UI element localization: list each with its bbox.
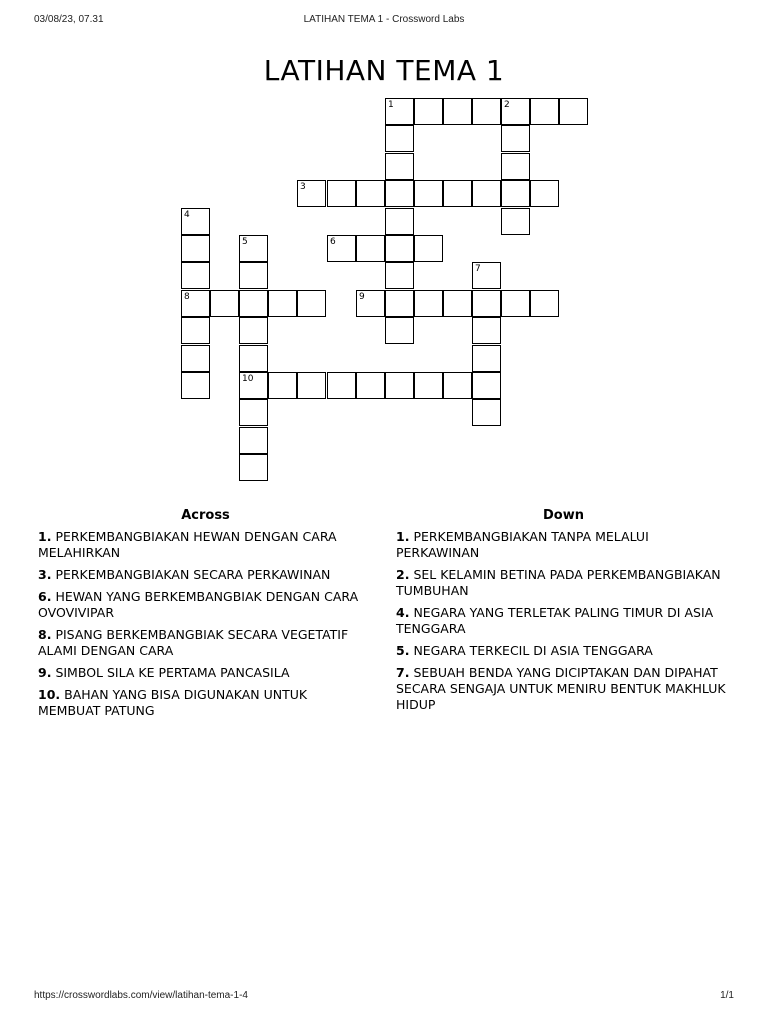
crossword-cell[interactable]: [356, 372, 385, 399]
crossword-cell[interactable]: [385, 235, 414, 262]
crossword-cell[interactable]: [414, 235, 443, 262]
crossword-cell[interactable]: [414, 180, 443, 207]
crossword-cell[interactable]: [181, 317, 210, 344]
crossword-cell[interactable]: [181, 262, 210, 289]
page-url: https://crosswordlabs.com/view/latihan-tema-1-4: [34, 990, 248, 1001]
crossword-cell[interactable]: [501, 98, 530, 125]
down-clues: [396, 508, 731, 719]
cell-number: 8: [184, 292, 190, 302]
crossword-cell[interactable]: [472, 98, 501, 125]
clue-number: 5.: [396, 643, 410, 658]
crossword-cell[interactable]: [385, 180, 414, 207]
clue-text: PERKEMBANGBIAKAN TANPA MELALUI PERKAWINAN: [396, 529, 649, 560]
crossword-cell[interactable]: [559, 98, 588, 125]
crossword-cell[interactable]: [239, 427, 268, 454]
cell-number: 3: [300, 182, 306, 192]
crossword-cell[interactable]: [385, 153, 414, 180]
down-clue: [396, 665, 731, 713]
crossword-cell[interactable]: [239, 235, 268, 262]
crossword-cell[interactable]: [327, 235, 356, 262]
crossword-cell[interactable]: [501, 208, 530, 235]
clue-number: 10.: [38, 687, 61, 702]
across-clue: [38, 589, 373, 621]
crossword-cell[interactable]: [239, 372, 268, 399]
crossword-cell[interactable]: [414, 372, 443, 399]
clue-text: NEGARA TERKECIL DI ASIA TENGGARA: [413, 643, 653, 658]
crossword-cell[interactable]: [239, 345, 268, 372]
clue-text: PERKEMBANGBIAKAN SECARA PERKAWINAN: [55, 567, 331, 582]
crossword-cell[interactable]: [414, 98, 443, 125]
clue-text: SEL KELAMIN BETINA PADA PERKEMBANGBIAKAN TUMBUHAN: [396, 567, 721, 598]
crossword-cell[interactable]: [414, 290, 443, 317]
crossword-cell[interactable]: [472, 180, 501, 207]
crossword-cell[interactable]: [239, 454, 268, 481]
clue-text: SIMBOL SILA KE PERTAMA PANCASILA: [55, 665, 290, 680]
crossword-cell[interactable]: [297, 180, 326, 207]
crossword-cell[interactable]: [181, 208, 210, 235]
crossword-cell[interactable]: [443, 98, 472, 125]
across-heading: Across: [181, 508, 230, 523]
clue-text: PERKEMBANGBIAKAN HEWAN DENGAN CARA MELAHIRKAN: [38, 529, 337, 560]
down-clue: [396, 643, 731, 659]
across-clue: [38, 687, 373, 719]
crossword-cell[interactable]: [385, 262, 414, 289]
crossword-cell[interactable]: [268, 372, 297, 399]
crossword-cell[interactable]: [472, 317, 501, 344]
crossword-cell[interactable]: [501, 125, 530, 152]
clues-section: [38, 508, 738, 738]
crossword-cell[interactable]: [210, 290, 239, 317]
crossword-cell[interactable]: [443, 180, 472, 207]
crossword-cell[interactable]: [239, 290, 268, 317]
print-page-title: LATIHAN TEMA 1 - Crossword Labs: [303, 14, 465, 25]
clue-text: NEGARA YANG TERLETAK PALING TIMUR DI ASIA TENGGARA: [396, 605, 714, 636]
crossword-cell[interactable]: [181, 372, 210, 399]
page-title: LATIHAN TEMA 1: [263, 53, 505, 87]
clue-number: 1.: [38, 529, 52, 544]
crossword-cell[interactable]: [443, 290, 472, 317]
crossword-cell[interactable]: [356, 180, 385, 207]
crossword-cell[interactable]: [443, 372, 472, 399]
crossword-cell[interactable]: [501, 180, 530, 207]
clue-text: HEWAN YANG BERKEMBANGBIAK DENGAN CARA OVOVIVIPAR: [38, 589, 359, 620]
crossword-cell[interactable]: [385, 372, 414, 399]
down-heading: Down: [543, 508, 584, 523]
crossword-cell[interactable]: [530, 290, 559, 317]
crossword-cell[interactable]: [327, 372, 356, 399]
crossword-cell[interactable]: [356, 235, 385, 262]
crossword-cell[interactable]: [472, 372, 501, 399]
across-clue: [38, 627, 373, 659]
across-clues: [38, 508, 373, 725]
down-clue: [396, 567, 731, 599]
crossword-cell[interactable]: [297, 290, 326, 317]
across-clue: [38, 665, 373, 681]
clue-number: 6.: [38, 589, 52, 604]
crossword-cell[interactable]: [181, 345, 210, 372]
crossword-cell[interactable]: [530, 98, 559, 125]
clue-number: 4.: [396, 605, 410, 620]
crossword-cell[interactable]: [385, 290, 414, 317]
across-clue: [38, 529, 373, 561]
cell-number: 10: [242, 374, 254, 384]
cell-number: 5: [242, 237, 248, 247]
crossword-cell[interactable]: [268, 290, 297, 317]
down-clue: [396, 529, 731, 561]
clue-number: 3.: [38, 567, 52, 582]
crossword-cell[interactable]: [327, 180, 356, 207]
crossword-cell[interactable]: [385, 98, 414, 125]
crossword-cell[interactable]: [239, 262, 268, 289]
cell-number: 9: [359, 292, 365, 302]
cell-number: 7: [475, 264, 481, 274]
clue-text: PISANG BERKEMBANGBIAK SECARA VEGETATIF ALAMI DENGAN CARA: [38, 627, 349, 658]
cell-number: 2: [504, 100, 510, 110]
crossword-cell[interactable]: [239, 399, 268, 426]
clue-number: 8.: [38, 627, 52, 642]
crossword-grid: [0, 0, 768, 500]
print-date: 03/08/23, 07.31: [34, 14, 104, 25]
clue-number: 2.: [396, 567, 410, 582]
crossword-cell[interactable]: [385, 208, 414, 235]
crossword-cell[interactable]: [385, 125, 414, 152]
crossword-cell[interactable]: [385, 317, 414, 344]
crossword-cell[interactable]: [472, 399, 501, 426]
crossword-cell[interactable]: [472, 290, 501, 317]
clue-text: BAHAN YANG BISA DIGUNAKAN UNTUK MEMBUAT PATUNG: [38, 687, 308, 718]
clue-number: 7.: [396, 665, 410, 680]
crossword-cell[interactable]: [472, 262, 501, 289]
crossword-cell[interactable]: [181, 290, 210, 317]
crossword-cell[interactable]: [501, 290, 530, 317]
crossword-cell[interactable]: [239, 317, 268, 344]
page-count: 1/1: [720, 990, 734, 1001]
cell-number: 4: [184, 210, 190, 220]
crossword-cell[interactable]: [356, 290, 385, 317]
clue-text: SEBUAH BENDA YANG DICIPTAKAN DAN DIPAHAT SECARA SENGAJA UNTUK MENIRU BENTUK MAKHLUK HIDUP: [396, 665, 726, 712]
crossword-cell[interactable]: [297, 372, 326, 399]
down-clue: [396, 605, 731, 637]
cell-number: 6: [330, 237, 336, 247]
crossword-cell[interactable]: [181, 235, 210, 262]
clue-number: 9.: [38, 665, 52, 680]
crossword-cell[interactable]: [530, 180, 559, 207]
clue-number: 1.: [396, 529, 410, 544]
print-footer: [34, 990, 734, 1004]
across-clue: [38, 567, 373, 583]
cell-number: 1: [388, 100, 394, 110]
crossword-cell[interactable]: [472, 345, 501, 372]
crossword-cell[interactable]: [501, 153, 530, 180]
